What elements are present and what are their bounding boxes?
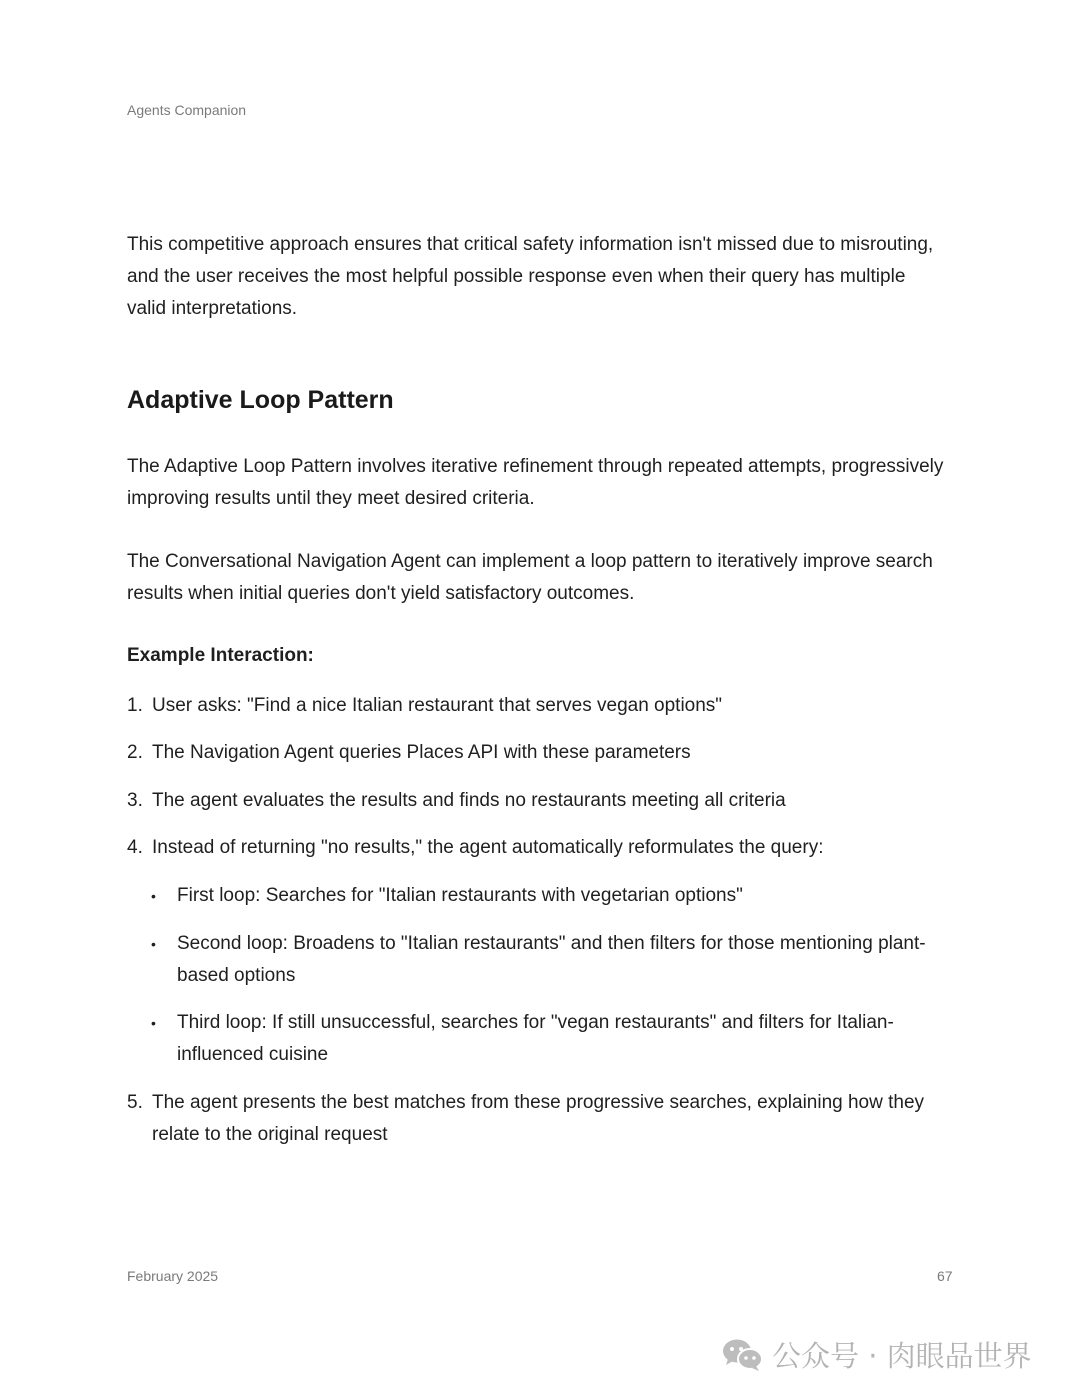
list-text: The agent presents the best matches from these progressive searches, explaining how they relate to the original request bbox=[152, 1092, 925, 1145]
list-number: 1. bbox=[127, 695, 143, 716]
bullet-icon: • bbox=[151, 936, 156, 952]
list-number: 3. bbox=[127, 790, 143, 811]
list-item bbox=[127, 690, 947, 722]
section-heading: Adaptive Loop Pattern bbox=[127, 386, 394, 414]
bullet-text: Third loop: If still unsuccessful, searches for "vegan restaurants" and filters for Italian-influenced cuisine bbox=[177, 1012, 894, 1065]
list-text: The agent evaluates the results and finds no restaurants meeting all criteria bbox=[152, 790, 786, 811]
watermark-text: 公众号 · 肉眼品世界 bbox=[772, 1339, 1032, 1373]
bullet-item bbox=[151, 880, 931, 912]
wechat-icon bbox=[722, 1338, 764, 1372]
bullet-icon: • bbox=[151, 1015, 156, 1031]
paragraph: The Conversational Navigation Agent can implement a loop pattern to iteratively improve search results when initial queries don't yield satisfactory outcomes. bbox=[127, 551, 933, 604]
intro-paragraph: This competitive approach ensures that critical safety information isn't missed due to misrouting, and the user receives the most helpful possible response even when their query has multiple valid interpretations. bbox=[127, 234, 934, 319]
list-number: 4. bbox=[127, 837, 143, 858]
list-item bbox=[127, 1087, 947, 1151]
list-text: User asks: "Find a nice Italian restaurant that serves vegan options" bbox=[152, 695, 723, 716]
bullet-text: Second loop: Broadens to "Italian restaurants" and then filters for those mentioning plant-based options bbox=[177, 933, 926, 986]
list-text: The Navigation Agent queries Places API with these parameters bbox=[152, 742, 691, 763]
watermark bbox=[722, 1334, 1032, 1375]
example-subheading: Example Interaction: bbox=[127, 645, 314, 666]
bullet-item bbox=[151, 1007, 931, 1071]
bullet-text: First loop: Searches for "Italian restaurants with vegetarian options" bbox=[177, 885, 743, 906]
running-header: Agents Companion bbox=[127, 102, 247, 118]
list-number: 5. bbox=[127, 1092, 143, 1113]
list-item bbox=[127, 737, 947, 769]
bullet-icon: • bbox=[151, 888, 156, 904]
list-item bbox=[127, 832, 947, 864]
paragraph: The Adaptive Loop Pattern involves iterative refinement through repeated attempts, progressively improving results until they meet desired criteria. bbox=[127, 456, 944, 509]
bullet-item bbox=[151, 928, 931, 992]
list-number: 2. bbox=[127, 742, 143, 763]
footer-date: February 2025 bbox=[127, 1268, 219, 1284]
list-text: Instead of returning "no results," the agent automatically reformulates the query: bbox=[152, 837, 824, 858]
page-number: 67 bbox=[937, 1268, 953, 1284]
list-item bbox=[127, 785, 947, 817]
